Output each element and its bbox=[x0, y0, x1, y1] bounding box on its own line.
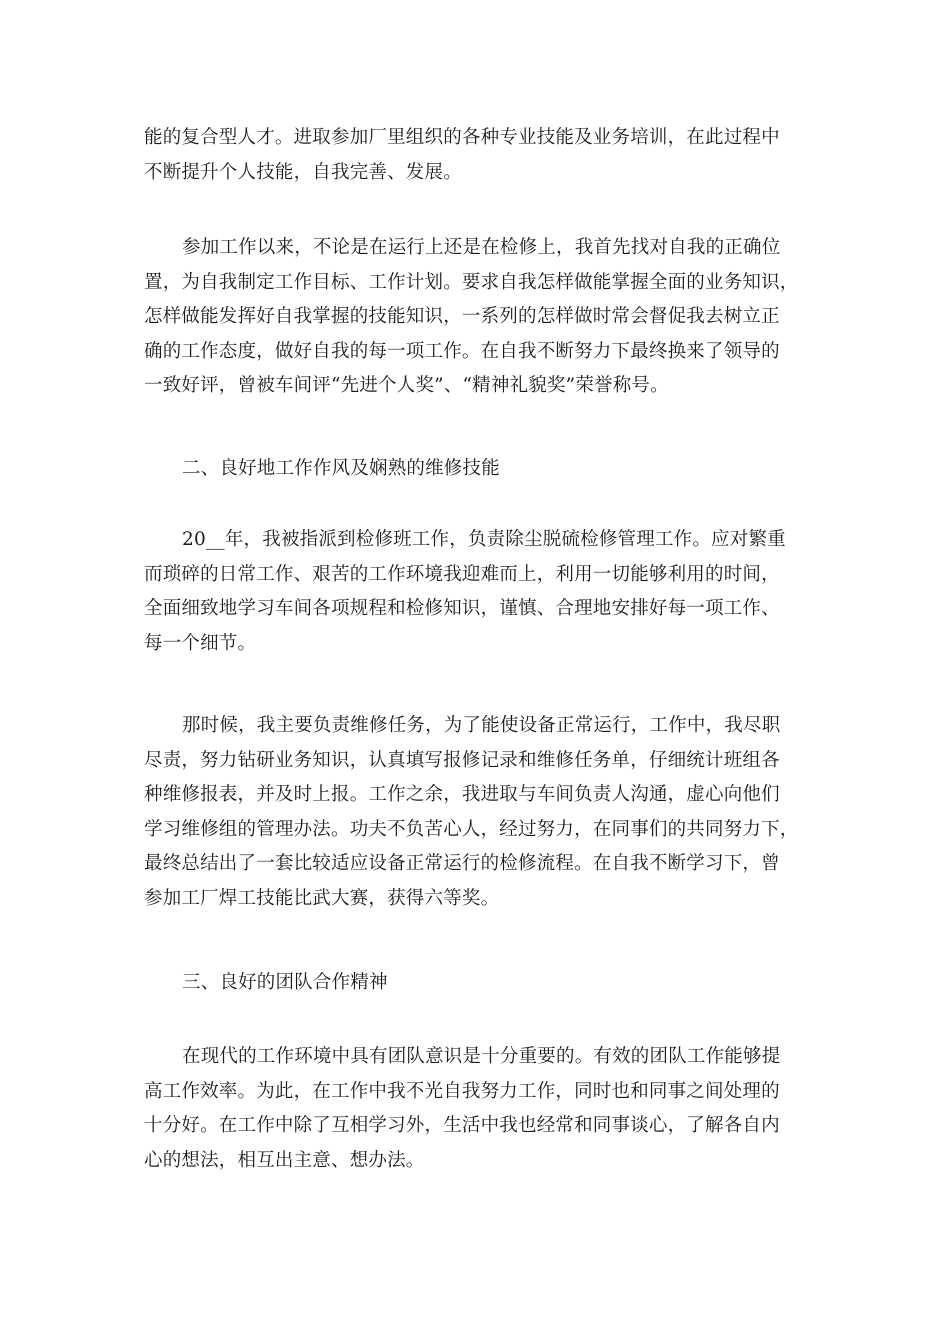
text-line: 全面细致地学习车间各项规程和检修知识，谨慎、合理地安排好每一项工作、 bbox=[144, 598, 780, 619]
text-line: 心的想法，相互出主意、想办法。 bbox=[144, 1149, 425, 1171]
text-line: 参加工厂焊工技能比武大赛，获得六等奖。 bbox=[144, 887, 500, 909]
text-line: 不断提升个人技能，自我完善、发展。 bbox=[144, 161, 462, 183]
text-line: 20__年，我被指派到检修班工作，负责除尘脱硫检修管理工作。应对繁重 bbox=[182, 529, 786, 550]
paragraph-work-attitude bbox=[144, 231, 814, 404]
text-line: 怎样做能发挥好自我掌握的技能知识，一系列的怎样做时常会督促我去树立正 bbox=[144, 306, 780, 327]
text-line: 在现代的工作环境中具有团队意识是十分重要的。有效的团队工作能够提 bbox=[182, 1046, 781, 1067]
text-line: 每一个细节。 bbox=[144, 632, 257, 654]
text-line: 学习维修组的管理办法。功夫不负苦心人，经过努力，在同事们的共同努力下， bbox=[144, 818, 799, 840]
text-line: 确的工作态度，做好自我的每一项工作。在自我不断努力下最终换来了领导的 bbox=[144, 340, 780, 362]
paragraph-continuation bbox=[144, 121, 814, 190]
text-line: 而琐碎的日常工作、艰苦的工作环境我迎难而上，利用一切能够利用的时间， bbox=[144, 563, 780, 585]
paragraph-teamwork bbox=[144, 1040, 814, 1178]
heading-text: 三、良好的团队合作精神 bbox=[182, 972, 388, 993]
text-line: 置，为自我制定工作目标、工作计划。要求自我怎样做能掌握全面的业务知识， bbox=[144, 271, 799, 293]
text-line: 种维修报表，并及时上报。工作之余，我进取与车间负责人沟通，虚心向他们 bbox=[144, 784, 780, 805]
text-line: 能的复合型人才。进取参加厂里组织的各种专业技能及业务培训，在此过程中 bbox=[144, 127, 780, 148]
text-line: 那时候，我主要负责维修任务，为了能使设备正常运行，工作中，我尽职 bbox=[182, 715, 781, 736]
heading-text: 二、良好地工作作风及娴熟的维修技能 bbox=[182, 458, 500, 479]
paragraph-maintenance-duties bbox=[144, 709, 814, 916]
text-line: 参加工作以来，不论是在运行上还是在检修上，我首先找对自我的正确位 bbox=[182, 237, 781, 258]
text-line: 高工作效率。为此，在工作中我不光自我努力工作，同时也和同事之间处理的 bbox=[144, 1080, 780, 1102]
text-line: 十分好。在工作中除了互相学习外，生活中我也经常和同事谈心，了解各自内 bbox=[144, 1115, 780, 1136]
section-heading-teamwork bbox=[144, 966, 814, 1001]
section-heading-maintenance-skills bbox=[144, 452, 814, 487]
text-line: 最终总结出了一套比较适应设备正常运行的检修流程。在自我不断学习下，曾 bbox=[144, 853, 780, 874]
paragraph-maintenance-assignment bbox=[144, 523, 814, 661]
text-line: 一致好评，曾被车间评“先进个人奖”、“精神礼貌奖”荣誉称号。 bbox=[144, 375, 669, 396]
text-line: 尽责，努力钻研业务知识，认真填写报修记录和维修任务单，仔细统计班组各 bbox=[144, 749, 780, 771]
